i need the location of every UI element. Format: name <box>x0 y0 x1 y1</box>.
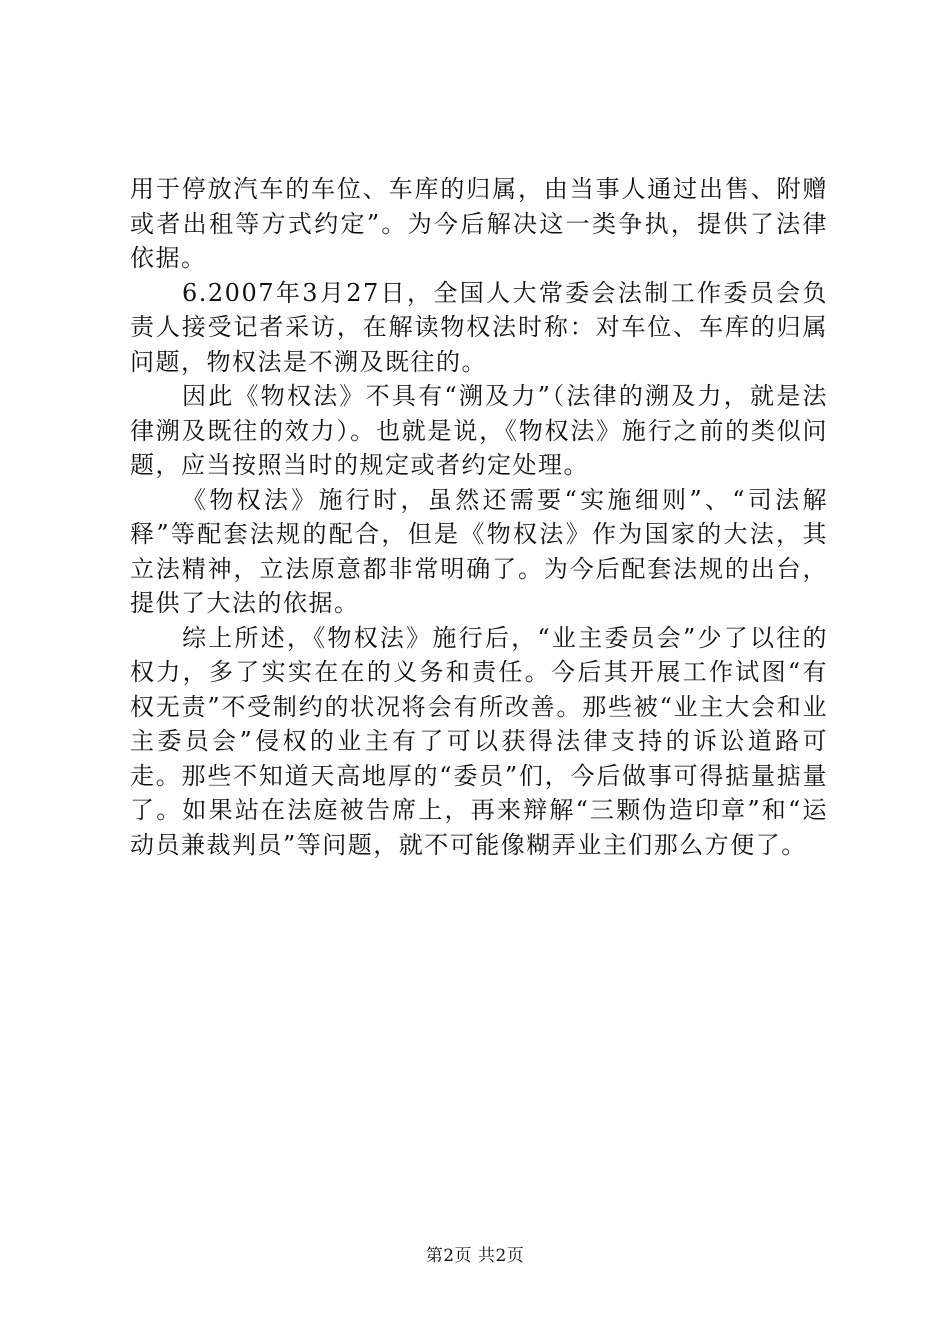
paragraph-conclusion: 综上所述，《物权法》施行后，“业主委员会”少了以往的权力，多了实实在在的义务和责任。今后其开展工作试图“有权无责”不受制约的状况将会有所改善。那些被“业主大会和业主委员会”侵权的业主有了可以获得法律支持的诉讼道路可走。那些不知道天高地厚的“委员”们，今后做事可得掂量掂量了。如果站在法庭被告席上，再来辩解“三颗伪造印章”和“运动员兼裁判员”等问题，就不可能像糊弄业主们那么方便了。 <box>130 623 828 859</box>
paragraph-item-6: 6.2007年3月27日，全国人大常委会法制工作委员会负责人接受记者采访，在解读物权法时称：对车位、车库的归属问题，物权法是不溯及既往的。 <box>130 278 828 376</box>
paragraph-retroactivity: 因此《物权法》不具有“溯及力”（法律的溯及力，就是法律溯及既往的效力）。也就是说，《物权法》施行之前的类似问题，应当按照当时的规定或者约定处理。 <box>130 382 828 479</box>
page-number-label: 第2页 共2页 <box>425 1246 525 1266</box>
page-footer <box>0 1244 950 1268</box>
document-body <box>130 172 828 862</box>
paragraph-continuation: 用于停放汽车的车位、车库的归属，由当事人通过出售、附赠或者出租等方式约定”。为今后解决这一类争执，提供了法律依据。 <box>130 175 828 272</box>
paragraph-implementation: 《物权法》施行时，虽然还需要“实施细则”、“司法解释”等配套法规的配合，但是《物权法》作为国家的大法，其立法精神，立法原意都非常明确了。为今后配套法规的出台，提供了大法的依据。 <box>130 485 828 617</box>
